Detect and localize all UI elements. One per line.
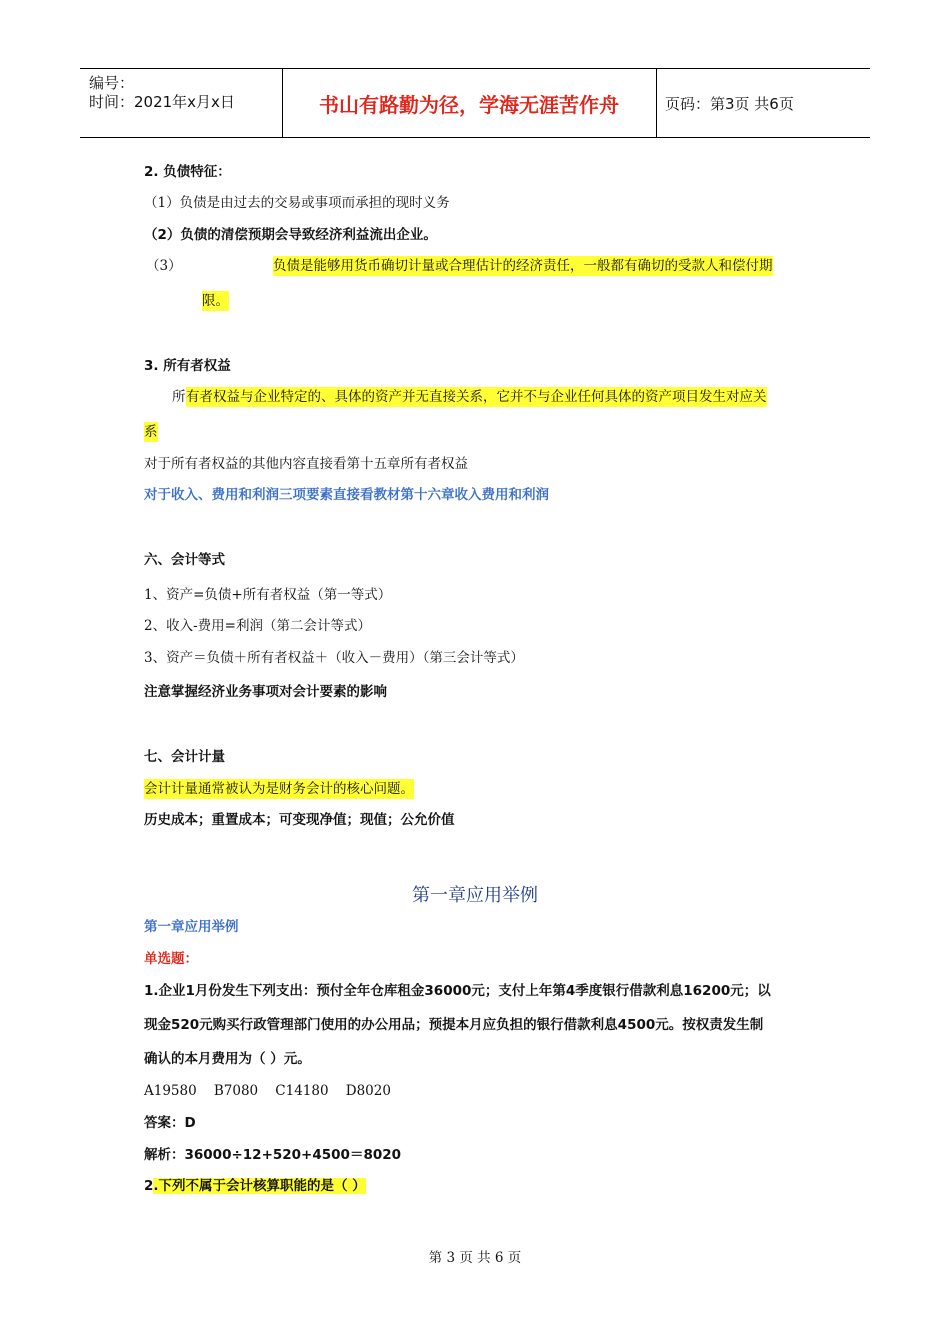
liability-item-2: （2）负债的清偿预期会导致经济利益流出企业。 <box>144 227 437 243</box>
liability-item-1: （1）负债是由过去的交易或事项而承担的现时义务 <box>144 195 450 211</box>
measure-list: 历史成本；重置成本；可变现净值；现值；公允价值 <box>144 812 455 828</box>
question-1-answer: 答案：D <box>144 1115 196 1131</box>
question-2-text: .下列不属于会计核算职能的是（ ） <box>153 1178 366 1194</box>
equity-text-cont: 系 <box>144 424 158 440</box>
equity-other: 对于所有者权益的其他内容直接看第十五章所有者权益 <box>144 456 468 472</box>
question-1-line-2: 现金520元购买行政管理部门使用的办公用品；预提本月应负担的银行借款利息4500元。按权责发生制 <box>144 1017 764 1033</box>
page-header <box>80 68 870 138</box>
equation-title: 六、会计等式 <box>144 552 225 568</box>
measure-title: 七、会计计量 <box>144 749 225 765</box>
equation-note: 注意掌握经济业务事项对会计要素的影响 <box>144 684 387 700</box>
serial-label: 编号： <box>89 74 135 92</box>
equity-title: 3. 所有者权益 <box>144 358 231 374</box>
liability-item-3-text: 负债是能够用货币确切计量或合理估计的经济责任，一般都有确切的受款人和偿付期 <box>273 258 773 274</box>
question-1-line-3: 确认的本月费用为（ ）元。 <box>144 1051 311 1067</box>
question-1-line-1: 1.企业1月份发生下列支出：预付全年仓库租金36000元；支付上年第4季度银行借款利息16200元；以 <box>144 983 771 999</box>
liability-title: 2. 负债特征： <box>144 164 231 180</box>
income-note: 对于收入、费用和利润三项要素直接看教材第十六章收入费用和利润 <box>144 487 549 503</box>
header-info-cell <box>80 69 283 137</box>
header-page-label: 页码：第3页 共6页 <box>665 95 794 113</box>
single-choice-label: 单选题： <box>144 951 198 967</box>
liability-item-3-prefix: （3） <box>146 258 182 274</box>
header-motto: 书山有路勤为径，学海无涯苦作舟 <box>282 69 657 137</box>
equation-1: 1、资产=负债+所有者权益（第一等式） <box>144 587 392 603</box>
measure-text: 会计计量通常被认为是财务会计的核心问题。 <box>144 781 414 797</box>
liability-item-3-cont: 限。 <box>202 293 229 309</box>
equation-3: 3、资产＝负债＋所有者权益＋（收入－费用）（第三会计等式） <box>144 650 524 666</box>
equity-text-highlight: 有者权益与企业特定的、具体的资产并无直接关系，它并不与企业任何具体的资产项目发生对应关 <box>186 389 767 405</box>
equation-2: 2、收入-费用=利润（第二会计等式） <box>144 618 371 634</box>
time-label: 时间：2021年x月x日 <box>89 93 235 111</box>
equity-text-start: 所 <box>172 389 186 405</box>
question-2-number: 2 <box>144 1178 154 1194</box>
question-1-options: A19580 B7080 C14180 D8020 <box>144 1083 391 1099</box>
question-1-analysis: 解析：36000÷12+520+4500＝8020 <box>144 1147 402 1163</box>
chapter-title: 第一章应用举例 <box>412 885 538 906</box>
question-2 <box>144 1176 366 1196</box>
page-footer: 第 3 页 共 6 页 <box>428 1250 522 1266</box>
chapter-subtitle: 第一章应用举例 <box>144 919 239 935</box>
